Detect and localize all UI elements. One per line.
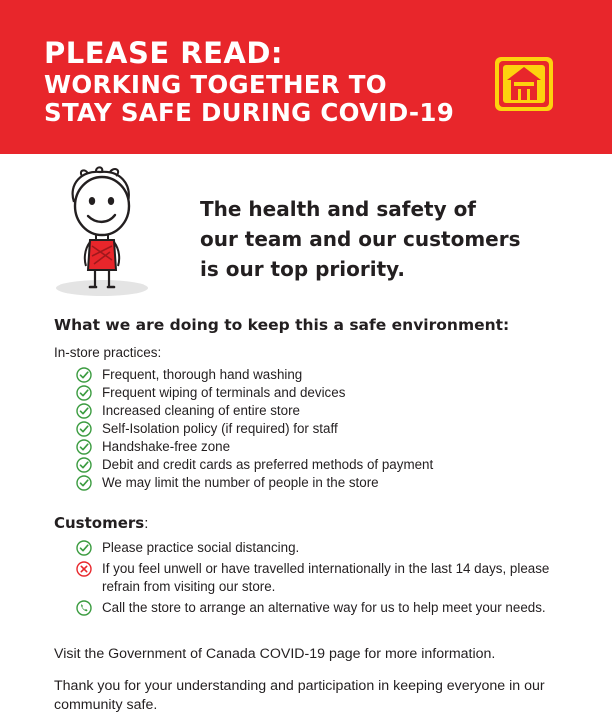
list-item-text: Frequent, thorough hand washing: [102, 367, 303, 382]
list-item: [76, 366, 433, 384]
headline-line1: The health and safety of: [200, 197, 477, 221]
banner-title: PLEASE READ:: [44, 36, 284, 70]
headline-line3: is our top priority.: [200, 257, 405, 281]
headline-line2: our team and our customers: [200, 227, 521, 251]
customers-label: Customers: [54, 514, 145, 532]
check-circle-icon: [76, 439, 92, 455]
in-store-practices-list: [76, 366, 433, 492]
customers-heading: [54, 514, 148, 532]
list-item-text: Debit and credit cards as preferred methods of payment: [102, 457, 434, 472]
list-item-text: Self-Isolation policy (if required) for staff: [102, 421, 338, 436]
check-circle-icon: [76, 475, 92, 491]
visit-info-text: Visit the Government of Canada COVID-19 page for more information.: [54, 646, 496, 662]
list-item: [76, 599, 566, 617]
x-circle-icon: [76, 561, 92, 577]
customers-colon: :: [144, 515, 149, 532]
thank-you-text: Thank you for your understanding and participation in keeping everyone in our community safe.: [54, 678, 545, 713]
list-item-text: Call the store to arrange an alternative way for us to help meet your needs.: [102, 600, 546, 615]
list-item-text: Handshake-free zone: [102, 439, 231, 454]
list-item: [76, 402, 433, 420]
list-item: [76, 456, 433, 474]
customers-list: [76, 539, 566, 620]
headline: [200, 194, 521, 284]
list-item: [76, 539, 566, 557]
banner-subtitle-line2: STAY SAFE DURING COVID-19: [44, 98, 455, 127]
smiling-person-illustration: [52, 166, 152, 298]
list-item: [76, 420, 433, 438]
check-circle-icon: [76, 421, 92, 437]
home-hardware-logo-icon: [494, 56, 554, 112]
list-item-text: We may limit the number of people in the store: [102, 475, 379, 490]
check-circle-icon: [76, 385, 92, 401]
list-item: [76, 474, 433, 492]
list-item-text: If you feel unwell or have travelled internationally in the last 14 days, please refrain from visiting our store.: [102, 561, 550, 594]
in-store-label: In-store practices:: [54, 345, 162, 360]
check-circle-icon: [76, 457, 92, 473]
list-item-text: Frequent wiping of terminals and devices: [102, 385, 346, 400]
banner-subtitle-line1: WORKING TOGETHER TO: [44, 70, 387, 99]
check-circle-icon: [76, 367, 92, 383]
header-banner: [0, 0, 612, 154]
list-item-text: Please practice social distancing.: [102, 540, 300, 555]
list-item: [76, 384, 433, 402]
phone-circle-icon: [76, 600, 92, 616]
check-circle-icon: [76, 540, 92, 556]
section-heading: What we are doing to keep this a safe environment:: [54, 316, 510, 334]
check-circle-icon: [76, 403, 92, 419]
list-item: [76, 438, 433, 456]
list-item: [76, 560, 566, 596]
list-item-text: Increased cleaning of entire store: [102, 403, 301, 418]
